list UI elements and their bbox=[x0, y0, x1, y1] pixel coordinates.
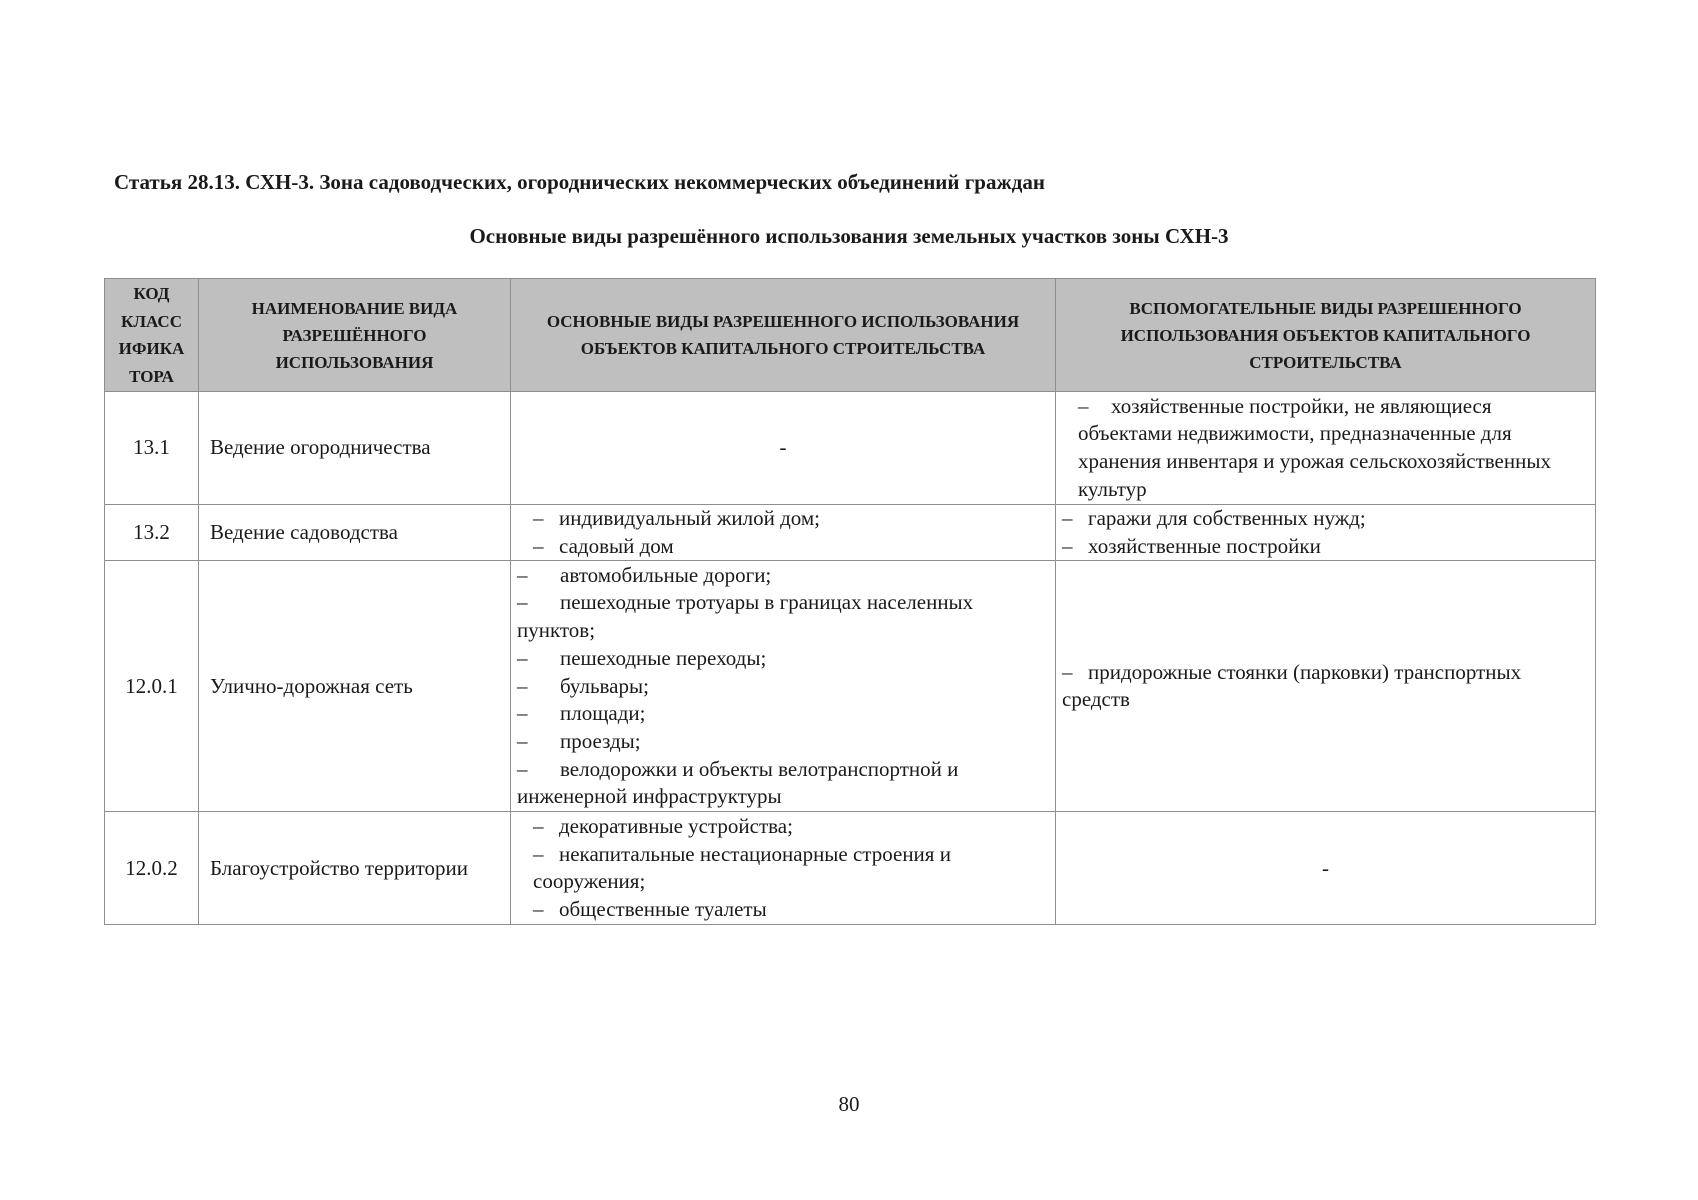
list-item bbox=[517, 756, 1049, 811]
row-aux-uses bbox=[1056, 561, 1596, 812]
dash-marker: – bbox=[517, 728, 528, 753]
list-item bbox=[1062, 533, 1589, 561]
dash-marker: – bbox=[517, 673, 528, 698]
dash-marker: – bbox=[533, 841, 544, 866]
list-item-text: некапитальные нестационарные строения и сооружения; bbox=[533, 841, 951, 894]
list-item-text: садовый дом bbox=[559, 533, 674, 558]
row-name: Улично-дорожная сеть bbox=[199, 561, 511, 812]
table-row bbox=[105, 392, 1596, 505]
table-caption: Основные виды разрешённого использования земельных участков зоны СХН-3 bbox=[469, 224, 1229, 248]
dash-marker: – bbox=[533, 814, 544, 838]
row-aux-uses-empty: - bbox=[1056, 812, 1596, 925]
list-item-text: бульвары; bbox=[560, 673, 649, 698]
dash-marker: – bbox=[1062, 533, 1073, 558]
dash-marker: – bbox=[517, 756, 528, 781]
list-item-text: гаражи для собственных нужд; bbox=[1088, 506, 1366, 530]
list-item bbox=[1062, 393, 1589, 504]
header-code bbox=[105, 279, 199, 392]
dash-marker: – bbox=[517, 562, 528, 587]
list-item bbox=[517, 700, 1049, 728]
list-item-text: придорожные стоянки (парковки) транспортных средств bbox=[1062, 659, 1522, 712]
list-item bbox=[517, 673, 1049, 701]
dash-marker: – bbox=[533, 897, 544, 922]
dash-marker: – bbox=[533, 533, 544, 558]
list-item-text: велодорожки и объекты велотранспортной и инженерной инфраструктуры bbox=[517, 756, 959, 809]
list-item bbox=[1062, 659, 1589, 714]
row-main-uses bbox=[511, 561, 1056, 812]
table-header-row bbox=[105, 279, 1596, 392]
list-item bbox=[517, 533, 1049, 561]
table-row bbox=[105, 561, 1596, 812]
list-item-text: площади; bbox=[560, 701, 646, 726]
dash-marker: – bbox=[517, 645, 528, 670]
table-row bbox=[105, 505, 1596, 561]
list-item-text: хозяйственные постройки, не являющиеся объектами недвижимости, предназначенные для хранения инвентаря и урожая сельскохозяйственных культур bbox=[1078, 393, 1551, 501]
header-code-text: КОД КЛАСС ИФИКА ТОРА bbox=[118, 284, 185, 386]
row-code: 13.1 bbox=[105, 392, 199, 505]
row-main-uses-empty: - bbox=[511, 392, 1056, 505]
list-item-text: пешеходные тротуары в границах населенных пунктов; bbox=[517, 590, 974, 643]
list-item bbox=[517, 841, 1049, 896]
list-item bbox=[517, 728, 1049, 756]
list-item bbox=[517, 813, 1049, 841]
list-item bbox=[517, 896, 1049, 924]
list-item bbox=[1062, 505, 1589, 533]
list-item bbox=[517, 645, 1049, 673]
dash-marker: – bbox=[517, 590, 528, 615]
article-title: Статья 28.13. СХН-3. Зона садоводческих, огороднических некоммерческих объединений граждан bbox=[114, 170, 1045, 194]
page-number: 80 bbox=[838, 1092, 860, 1116]
row-name: Ведение огородничества bbox=[199, 392, 511, 505]
table-row bbox=[105, 812, 1596, 925]
row-aux-uses bbox=[1056, 505, 1596, 561]
header-main-uses: ОСНОВНЫЕ ВИДЫ РАЗРЕШЕННОГО ИСПОЛЬЗОВАНИЯ ОБЪЕКТОВ КАПИТАЛЬНОГО СТРОИТЕЛЬСТВА bbox=[511, 279, 1056, 392]
row-code: 12.0.1 bbox=[105, 561, 199, 812]
dash-marker: – bbox=[1062, 659, 1073, 684]
dash-marker: – bbox=[1062, 506, 1073, 530]
list-item-text: хозяйственные постройки bbox=[1088, 533, 1321, 558]
list-item bbox=[517, 505, 1049, 533]
row-name: Ведение садоводства bbox=[199, 505, 511, 561]
dash-marker: – bbox=[1078, 393, 1089, 418]
list-item bbox=[517, 589, 1049, 644]
list-item-text: пешеходные переходы; bbox=[560, 645, 767, 670]
list-item-text: проезды; bbox=[560, 728, 641, 753]
header-name: НАИМЕНОВАНИЕ ВИДА РАЗРЕШЁННОГО ИСПОЛЬЗОВАНИЯ bbox=[199, 279, 511, 392]
header-aux-uses: ВСПОМОГАТЕЛЬНЫЕ ВИДЫ РАЗРЕШЕННОГО ИСПОЛЬЗОВАНИЯ ОБЪЕКТОВ КАПИТАЛЬНОГО СТРОИТЕЛЬСТВА bbox=[1056, 279, 1596, 392]
row-main-uses bbox=[511, 812, 1056, 925]
row-main-uses bbox=[511, 505, 1056, 561]
dash-marker: – bbox=[533, 506, 544, 530]
list-item bbox=[517, 562, 1049, 590]
dash-marker: – bbox=[517, 701, 528, 726]
row-name: Благоустройство территории bbox=[199, 812, 511, 925]
list-item-text: декоративные устройства; bbox=[559, 814, 793, 838]
land-use-table bbox=[104, 278, 1596, 925]
list-item-text: индивидуальный жилой дом; bbox=[559, 506, 820, 530]
list-item-text: автомобильные дороги; bbox=[560, 562, 772, 587]
row-code: 13.2 bbox=[105, 505, 199, 561]
row-code: 12.0.2 bbox=[105, 812, 199, 925]
row-aux-uses bbox=[1056, 392, 1596, 505]
list-item-text: общественные туалеты bbox=[559, 897, 767, 922]
